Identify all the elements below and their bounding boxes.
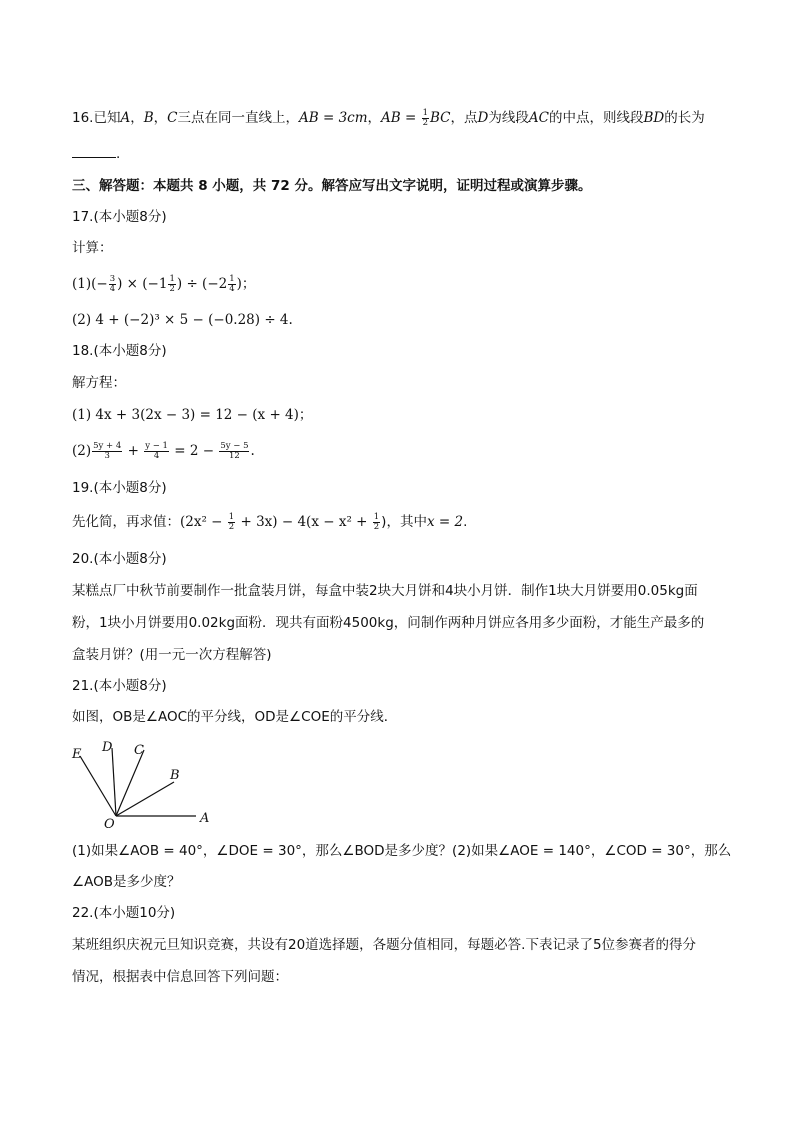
q16-line-1: 16.已知A，B，C三点在同一直线上，AB = 3cm，AB = $\frac{1}{2}$ BC，点D为线段AC的中点，则线段BD的长为 — [72, 107, 705, 128]
q21-line-2: (1)如果∠AOB = 40°，∠DOE = 30°，那么∠BOD是多少度？(2)如果∠AOE = 140°，∠COD = 30°，那么 — [72, 843, 732, 859]
q17-part-2: (2) 4 + (−2)³ × 5 − (−0.28) ÷ 4. — [72, 312, 293, 328]
ray-oe — [80, 756, 116, 816]
fraction: $\frac{y - 1}{4}$ — [145, 441, 168, 461]
q20-line-2: 粉，1块小月饼要用0.02kg面粉．现共有面粉4500kg，问制作两种月饼应各用多少面粉，才能生产最多的 — [72, 615, 705, 631]
q17-title: 17.(本小题8分) — [72, 209, 167, 225]
fraction: $\frac{1}{4}$ — [229, 274, 235, 294]
section-3-heading: 三、解答题：本题共 8 小题，共 72 分。解答应写出文字说明，证明过程或演算步骤。 — [72, 178, 592, 194]
q20-line-3: 盒装月饼？(用一元一次方程解答) — [72, 647, 272, 663]
q22-line-2: 情况，根据表中信息回答下列问题： — [72, 969, 288, 985]
angle-figure — [70, 738, 230, 830]
q18-part-1: (1) 4x + 3(2x − 3) = 12 − (x + 4)； — [72, 407, 313, 423]
fraction-one-half: $\frac{1}{2}$ — [422, 107, 429, 128]
label-o: O — [104, 817, 115, 830]
fraction: $\frac{5y - 5}{12}$ — [220, 441, 249, 461]
ray-od — [112, 748, 116, 816]
label-a: A — [200, 811, 210, 826]
q16-answer-line: . — [72, 144, 734, 164]
q21-line-3: ∠AOB是多少度？ — [72, 874, 181, 890]
answer-blank[interactable] — [72, 145, 116, 158]
label-b: B — [170, 768, 180, 783]
ray-oc — [116, 750, 144, 816]
fraction: $\frac{3}{4}$ — [109, 274, 116, 294]
q17-instruction: 计算： — [72, 240, 113, 256]
fraction: $\frac{1}{2}$ — [373, 511, 380, 532]
q19-title: 19.(本小题8分) — [72, 480, 167, 496]
q20-title: 20.(本小题8分) — [72, 551, 167, 567]
q18-title: 18.(本小题8分) — [72, 343, 167, 359]
q19-body: 先化简，再求值：(2x² − $\frac{1}{2}$ + 3x) − 4(x − x² + $\frac{1}{2}$ )，其中x = 2. — [72, 511, 468, 532]
label-e: E — [72, 747, 82, 762]
q22-line-1: 某班组织庆祝元旦知识竞赛，共设有20道选择题，各题分值相同，每题必答.下表记录了5位参赛者的得分 — [72, 937, 697, 953]
label-d: D — [102, 740, 113, 755]
q18-instruction: 解方程： — [72, 375, 126, 391]
q21-line-1: 如图，OB是∠AOC的平分线，OD是∠COE的平分线． — [72, 709, 398, 725]
q22-title: 22.(本小题10分) — [72, 905, 176, 921]
fraction: $\frac{1}{2}$ — [228, 511, 235, 532]
fraction: $\frac{1}{2}$ — [169, 274, 175, 294]
q17-part-1: (1)(− $\frac{3}{4}$ ) × (−1 $\frac{1}{2}$ ) ÷ (−2 $\frac{1}{4}$ )； — [72, 274, 256, 294]
fraction: $\frac{5y + 4}{3}$ — [93, 441, 122, 461]
ray-ob — [116, 782, 174, 816]
label-c: C — [134, 743, 144, 758]
q20-line-1: 某糕点厂中秋节前要制作一批盒装月饼，每盒中装2块大月饼和4块小月饼．制作1块大月饼要用0.05kg面 — [72, 583, 698, 599]
q18-part-2: (2) $\frac{5y + 4}{3}$ + $\frac{y - 1}{4}$ = 2 − $\frac{5y - 5}{12}$ . — [72, 441, 255, 461]
q21-title: 21.(本小题8分) — [72, 678, 167, 694]
